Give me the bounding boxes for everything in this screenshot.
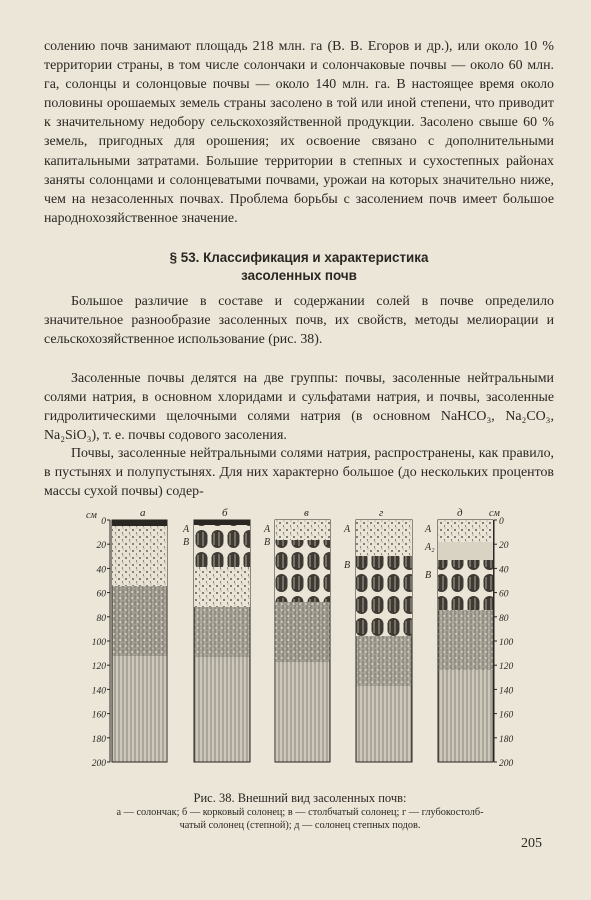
right-ticks-label: 100	[499, 638, 514, 648]
right-ticks-label: 40	[499, 565, 509, 576]
paragraph-intro: солению почв занимают площадь 218 млн. га (В. В. Егоров и др.), или около 10 % территории страны, в том числе солончаки и солончаковые почвы — около 60 млн. га, солонцы и солонцовые почвы — около 140 млн. га. В настоящее время около половины орошаемых земель страны засолено в той или иной степени, что приводит к значительному недобору сельскохозяйственной продукции. Засолено свыше 60 % земель, пригодных для орошения; их освоение связано с дополнительными капитальными затратами. Большие территории в степных и сухостепных районах заняты солонцами и солонцеватыми почвами, урожаи на которых значительно ниже, чем на незасоленных почвах. Проблема борьбы с засолением почв имеет большое народнохозяйственное значение.	[44, 39, 554, 226]
paragraph-groups: Засоленные почвы делятся на две группы: почвы, засоленные нейтральными солями натрия, в основном хлоридами и сульфатами натрия, и почвы, засоленные гидролитическими щелочными солями натрия (в основном NaHCO₃, Na₂CO₃, Na₂SiO₃), т. е. почвы содового засоления.	[44, 371, 554, 444]
left-ticks-label: 180	[91, 734, 106, 745]
left-ticks-label: 200	[91, 759, 106, 769]
caption-line1: а — солончак; б — корковый солонец; в — столбчатый солонец; г — глубокостолб-	[116, 807, 484, 818]
right-ticks-label: 180	[499, 734, 514, 745]
paragraph-diversity: Большое различие в составе и содержании солей в почве определило значительное разнообразие засоленных почв, их свойств, методы мелиорации и сельскохозяйственное использование (рис. 38).	[44, 294, 554, 348]
caption-line2: чатый солонец (степной); д — солонец степных подов.	[179, 820, 421, 831]
left-ticks-label: 60	[96, 589, 106, 600]
soil-profiles-drawing	[82, 506, 522, 776]
soil-profile-g	[343, 507, 412, 762]
profile-a-letter: а	[140, 507, 146, 519]
profile-b-horizon-b: В	[183, 537, 190, 548]
left-ticks-label: 140	[91, 686, 106, 697]
soil-profile-a	[112, 507, 167, 762]
left-ticks-label: 120	[91, 662, 106, 673]
soil-profiles-figure	[82, 506, 522, 776]
left-ticks-label: 80	[96, 613, 106, 624]
right-ticks-label: 200	[499, 759, 514, 769]
profile-d-horizon-b: В	[425, 570, 432, 581]
profile-g-horizon-a: А	[344, 524, 351, 535]
left-depth-unit: см	[86, 510, 97, 521]
section-heading	[44, 249, 554, 285]
right-ticks-label: 20	[499, 541, 509, 552]
left-ticks-label: 160	[91, 710, 106, 721]
right-depth-unit: см	[489, 508, 500, 519]
profile-g-letter: г	[379, 507, 384, 519]
right-ticks-label: 60	[499, 589, 509, 600]
left-ticks-label: 0	[101, 517, 106, 527]
right-ticks-label: 140	[499, 686, 514, 697]
soil-profile-v	[263, 507, 330, 762]
left-ticks-label: 100	[91, 638, 106, 648]
profile-d-horizon-a2: А₂	[425, 542, 435, 553]
profile-v-letter: в	[304, 507, 309, 519]
caption-title: Рис. 38. Внешний вид засоленных почв:	[193, 791, 407, 805]
right-ticks-label: 80	[499, 613, 509, 624]
right-ticks-label: 0	[499, 517, 504, 527]
section-heading-line1: § 53. Классификация и характеристика	[169, 250, 429, 265]
profile-b-horizon-a: А	[183, 524, 190, 535]
profile-v-horizon-a: А	[264, 524, 271, 535]
paragraph-neutral-salts: Почвы, засоленные нейтральными солями натрия, распространены, как правило, в пустынях и полупустынях. Для них характерно большое (до нескольких процентов массы сухой почвы) содер-	[44, 446, 554, 500]
figure-caption	[40, 791, 560, 832]
soil-profile-b	[182, 507, 250, 762]
right-ticks-label: 160	[499, 710, 514, 721]
left-ticks-label: 20	[96, 541, 106, 552]
right-ticks-label: 120	[499, 662, 514, 673]
profile-b-letter: б	[222, 507, 228, 519]
page-number: 205	[521, 836, 542, 851]
profile-v-horizon-b: В	[264, 537, 271, 548]
profile-d-letter: д	[457, 507, 463, 519]
profile-d-horizon-a: А	[425, 524, 432, 535]
soil-profile-d	[424, 507, 493, 762]
section-heading-line2: засоленных почв	[241, 268, 357, 283]
left-depth-scale	[86, 510, 110, 769]
left-ticks-label: 40	[96, 565, 106, 576]
profile-g-horizon-b: В	[344, 560, 351, 571]
